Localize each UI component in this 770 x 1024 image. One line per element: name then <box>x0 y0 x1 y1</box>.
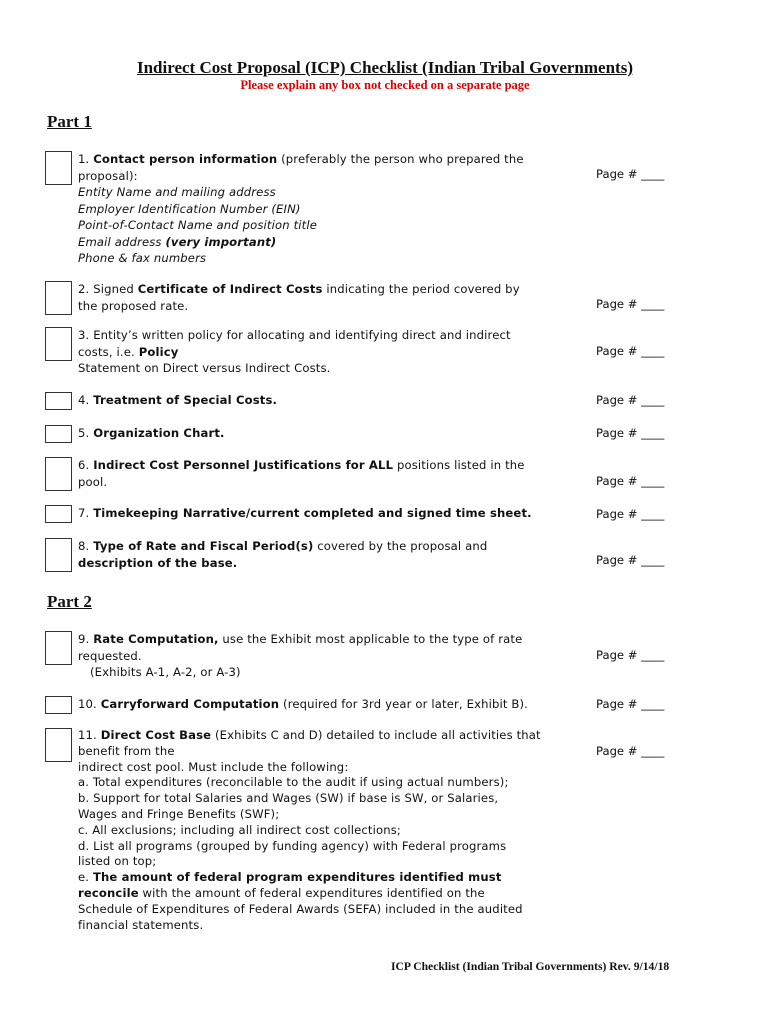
item-7: 7. Timekeeping Narrative/current completed and signed time sheet. <box>78 506 532 520</box>
page-number-field-11[interactable]: Page # ____ <box>596 744 665 758</box>
item-6: 6. Indirect Cost Personnel Justifications for ALL positions listed in the pool. <box>78 458 525 489</box>
item-11: 11. Direct Cost Base (Exhibits C and D) detailed to include all activities that benefit from the indirect cost pool. Must include the following: a. Total expenditures (reconcilable to the audit if using actual numbers); b. Support for total Salaries and Wages (SW) if base is SW, or Salaries, Wages and Fringe Benefits (SWF); c. All exclusions; including all indirect cost collections; d. List all programs (grouped by funding agency) with Federal programs listed on top; e. The amount of federal program expenditures identified must reconcile with the amount of federal expenditures identified on the Schedule of Expenditures of Federal Awards (SEFA) included in the audited financial statements. <box>78 728 541 932</box>
page-number-field-1[interactable]: Page # ____ <box>596 167 665 181</box>
checkbox-item-11[interactable] <box>45 728 72 762</box>
document-title: Indirect Cost Proposal (ICP) Checklist (Indian Tribal Governments) <box>136 58 633 77</box>
checkbox-item-8[interactable] <box>45 538 72 572</box>
item-1: 1. Contact person information (preferably the person who prepared the proposal): Entity Name and mailing address Employer Identification Number (EIN) Point-of-Contact Name and position title Email address (very important) Phone & fax numbers <box>78 152 524 265</box>
item-9: 9. Rate Computation, use the Exhibit most applicable to the type of rate requested. (Exhibits A-1, A-2, or A-3) <box>78 632 523 679</box>
page-number-field-6[interactable]: Page # ____ <box>596 474 665 488</box>
page-number-field-3[interactable]: Page # ____ <box>596 344 665 358</box>
page-number-field-2[interactable]: Page # ____ <box>596 297 665 311</box>
item-4: 4. Treatment of Special Costs. <box>78 393 278 407</box>
part-2-heading: Part 2 <box>47 592 92 611</box>
checkbox-item-3[interactable] <box>45 327 72 361</box>
document-subtitle: Please explain any box not checked on a separate page <box>240 78 530 92</box>
checkbox-item-7[interactable] <box>45 505 72 523</box>
item-10: 10. Carryforward Computation (required for 3rd year or later, Exhibit B). <box>78 697 528 711</box>
checkbox-item-10[interactable] <box>45 696 72 714</box>
checkbox-item-5[interactable] <box>45 425 72 443</box>
page-number-field-10[interactable]: Page # ____ <box>596 697 665 711</box>
part-1-heading: Part 1 <box>47 112 92 131</box>
checkbox-item-6[interactable] <box>45 457 72 491</box>
checkbox-item-1[interactable] <box>45 151 72 185</box>
checkbox-item-4[interactable] <box>45 392 72 410</box>
checkbox-item-2[interactable] <box>45 281 72 315</box>
page-number-field-4[interactable]: Page # ____ <box>596 393 665 407</box>
checkbox-item-9[interactable] <box>45 631 72 665</box>
item-3: 3. Entity’s written policy for allocating and identifying direct and indirect costs, i.e. Policy Statement on Direct versus Indirect Costs. <box>78 328 511 375</box>
page-number-field-9[interactable]: Page # ____ <box>596 648 665 662</box>
item-2: 2. Signed Certificate of Indirect Costs indicating the period covered by the proposed rate. <box>78 282 520 313</box>
footer-revision: ICP Checklist (Indian Tribal Governments) Rev. 9/14/18 <box>391 960 670 973</box>
page-number-field-8[interactable]: Page # ____ <box>596 553 665 567</box>
item-8: 8. Type of Rate and Fiscal Period(s) covered by the proposal and description of the base. <box>78 539 488 570</box>
page-number-field-5[interactable]: Page # ____ <box>596 426 665 440</box>
item-5: 5. Organization Chart. <box>78 426 225 440</box>
page-number-field-7[interactable]: Page # ____ <box>596 507 665 521</box>
